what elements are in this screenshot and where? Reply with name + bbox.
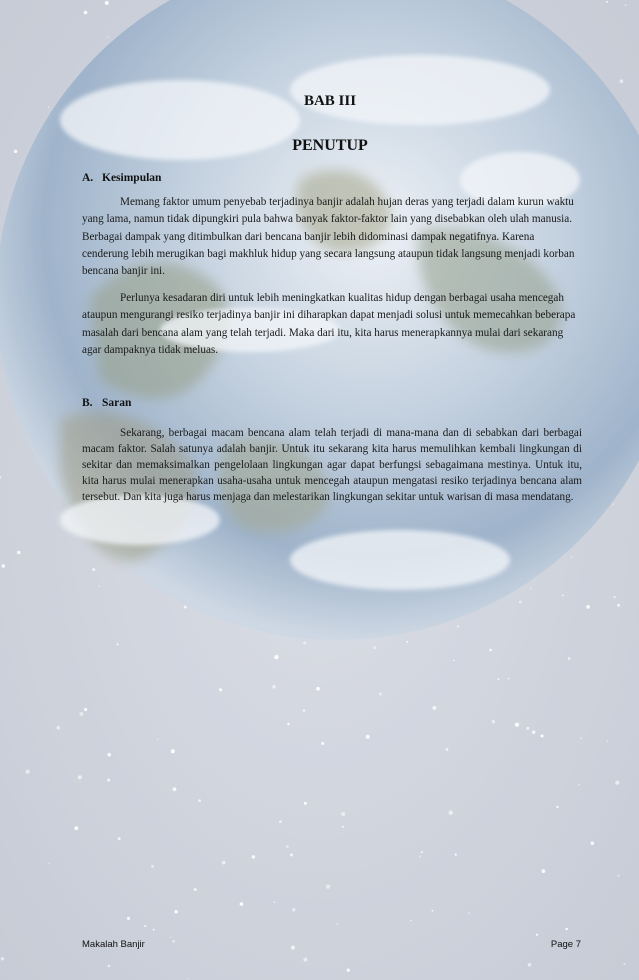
section-title: Kesimpulan [102, 172, 162, 184]
paragraph: Perlunya kesadaran diri untuk lebih meningkatkan kualitas hidup dengan berbagai usaha mencegah ataupun mengurangi resiko terjadinya banjir ini diharapkan dapat menjadi solusi untuk memecahkan beberapa masalah dari bencana alam yang telah terjadi. Maka dari itu, kita harus menerapkannya mulai dari sekarang agar dampaknya tidak meluas. [82, 292, 576, 356]
footer-document-title: Makalah Banjir [82, 939, 145, 950]
paragraph: Sekarang, berbagai macam bencana alam telah terjadi di mana-mana dan di sebabkan dari berbagai macam faktor. Salah satunya adalah banjir. Untuk itu sekarang kita harus memulihkan kembali lingkungan di sekitar dan memaksimalkan pengelolaan lingkungan agar dapat berfungsi sebagaimana mestinya. Untuk itu, kita harus mulai menerapkan usaha-usaha untuk mencegah ataupun mengatasi resiko terjadinya bencana alam tersebut. Dan kita juga harus menjaga dan melestarikan lingkungan sekitar untuk warisan di masa mendatang. [82, 427, 582, 503]
chapter-title: PENUTUP [292, 137, 368, 154]
section-number: A. [82, 172, 94, 184]
section-heading-kesimpulan [82, 172, 161, 184]
footer-page-number: Page 7 [550, 939, 581, 950]
section-number: B. [82, 397, 93, 409]
section-heading-saran [82, 397, 131, 409]
chapter-number: BAB III [303, 93, 357, 109]
paragraph: Memang faktor umum penyebab terjadinya banjir adalah hujan deras yang terjadi dalam kurun waktu yang lama, namun tidak dipungkiri pula bahwa banyak faktor-faktor lain yang disebabkan oleh ulah manusia. Berbagai dampak yang ditimbulkan dari bencana banjir lebih didominasi dampak negatifnya. Karena cenderung lebih merugikan bagi makhluk hidup yang secara langsung ataupun tidak langsung menjadi korban bencana banjir ini. [82, 196, 575, 278]
section-title: Saran [102, 397, 132, 409]
